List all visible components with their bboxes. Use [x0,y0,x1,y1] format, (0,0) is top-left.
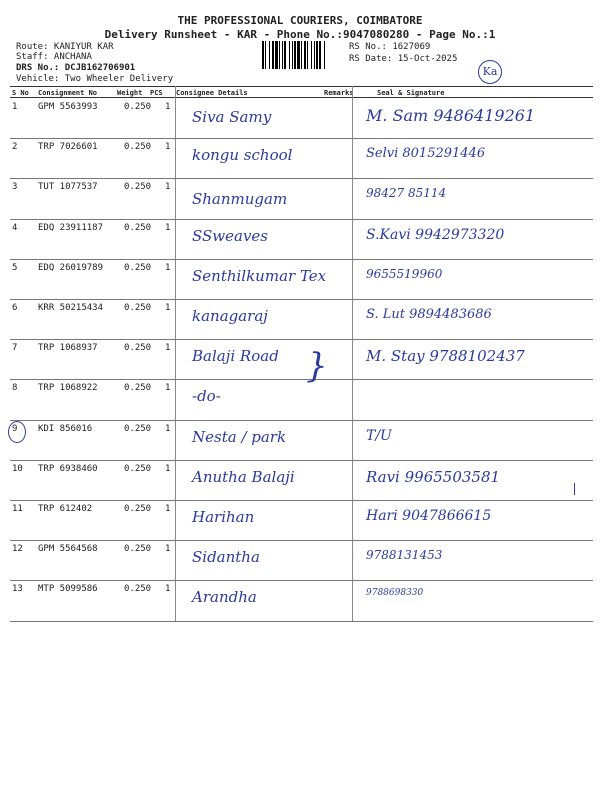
row-sno: 3 [12,182,18,193]
barcode-bar [265,41,266,69]
row-consignee-handwritten: Senthilkumar Tex [192,266,327,285]
barcode-bar [314,41,315,69]
row-sno: 4 [12,222,18,233]
rs-date: RS Date: 15-Oct-2025 [349,54,458,64]
row-signature: 9788131453 [366,548,443,563]
col-remarks: Remarks [324,89,354,97]
row-weight: 0.250 [124,423,152,434]
barcode-image [262,41,344,69]
row-signature: S.Kavi 9942973320 [366,226,505,243]
row-sno: 12 [12,544,23,555]
row-signature: M. Sam 9486419261 [366,106,536,125]
row-consignee-handwritten: -do- [192,387,221,406]
row-weight: 0.250 [124,142,152,153]
row-weight: 0.250 [124,463,152,474]
row-pcs: 1 [165,423,171,434]
row-consignment-no: KDI 856016 [38,423,93,434]
staff-text: Staff: ANCHANA [16,52,92,62]
row-signature: M. Stay 9788102437 [366,347,525,366]
row-consignment-no: KRR 50215434 [38,303,104,313]
row-sno: 10 [12,463,23,474]
circled-mark: Ka [478,60,502,84]
row-divider [10,621,593,622]
row-consignment-no: TRP 1068922 [38,383,98,394]
company-title: THE PROFESSIONAL COURIERS, COIMBATORE [177,14,423,27]
row-pcs: 1 [165,222,171,233]
table-header-rule [10,97,593,98]
row-weight: 0.250 [124,262,152,273]
row-signature: 9655519960 [366,266,443,281]
row-pcs: 1 [165,504,171,514]
row-pcs: 1 [165,303,171,313]
row-pcs: 1 [165,102,171,112]
barcode-bar [279,41,280,69]
row-signature: Hari 9047866615 [366,508,492,524]
row-weight: 0.250 [124,343,152,354]
row-consignment-no: TRP 6938460 [38,463,98,474]
row-consignee-handwritten: kanagaraj [192,307,268,325]
row-signature: T/U [366,427,392,444]
barcode-bar [319,41,321,69]
row-divider [10,420,593,421]
row-weight: 0.250 [124,383,152,394]
row-divider [10,580,593,581]
barcode-bar [272,41,274,69]
barcode-bar [316,41,318,69]
table-top-rule [10,86,593,87]
barcode-bar [301,41,302,69]
margin-tick [574,483,575,495]
vehicle-text: Vehicle: Two Wheeler Delivery [16,74,174,84]
col-seal: Seal & Signature [377,89,445,97]
row-consignee-handwritten: Balaji Road [192,347,279,366]
row-sno: 8 [12,383,18,394]
barcode-bar [269,41,270,69]
rs-info [349,41,457,65]
row-pcs: 1 [165,584,171,595]
row-divider [10,259,593,260]
row-divider [10,460,593,461]
row-consignee-handwritten: kongu school [192,146,293,165]
rs-number: RS No.: 1627069 [349,42,431,52]
row-weight: 0.250 [124,504,152,514]
row-weight: 0.250 [124,222,152,233]
row-consignment-no: EDQ 26019789 [38,262,104,273]
col-pcs: PCS [150,89,163,97]
barcode-bar [289,41,290,69]
row-sno: 6 [12,303,18,313]
row-consignment-no: TRP 7026601 [38,142,98,153]
row-consignment-no: EDQ 23911187 [38,222,104,233]
row-consignee-handwritten: Anutha Balaji [192,467,295,486]
row-consignment-no: TUT 1077537 [38,182,98,193]
barcode-bar [284,41,286,69]
col-sno: S No [12,89,29,97]
row-consignee-handwritten: Siva Samy [192,108,272,126]
row-pcs: 1 [165,262,171,273]
barcode-bar [297,41,300,69]
row-weight: 0.250 [124,102,152,112]
row-signature: Ravi 9965503581 [366,467,501,486]
row-pcs: 1 [165,343,171,354]
barcode-bar [324,41,325,69]
col-consignee: Consignee Details [176,89,248,97]
row-consignment-no: TRP 612402 [38,504,93,514]
row-consignment-no: GPM 5564568 [38,544,98,555]
row-consignment-no: MTP 5099586 [38,584,98,595]
barcode-bar [311,41,312,69]
barcode-bar [275,41,278,69]
row-divider [10,138,593,139]
barcode-bar [304,41,306,69]
row-consignment-no: TRP 1068937 [38,343,98,354]
row-divider [10,339,593,340]
row-consignee-handwritten: Shanmugam [192,190,288,209]
col-consignment: Consignment No [38,89,98,97]
row-divider [10,540,593,541]
row-consignee-handwritten: Sidantha [192,548,260,567]
col-weight: Weight [117,89,143,97]
row-weight: 0.250 [124,303,152,313]
route-text: Route: KANIYUR KAR [16,42,114,52]
row-sno: 11 [12,504,23,514]
barcode-bar [292,41,293,69]
row-sno: 9 [12,423,18,434]
row-weight: 0.250 [124,544,152,555]
row-sno: 1 [12,102,18,112]
row-sno: 5 [12,262,18,273]
row-divider [10,219,593,220]
row-consignee-handwritten: Arandha [192,588,257,607]
row-divider [10,500,593,501]
row-consignee-handwritten: Nesta / park [192,427,287,446]
row-signature: 9788698330 [366,588,424,599]
row-consignee-handwritten: Harihan [192,508,255,526]
row-sno: 7 [12,343,18,354]
drs-number: DRS No.: DCJB162706901 [16,63,136,73]
barcode-bar [307,41,308,69]
row-signature: 98427 85114 [366,186,447,201]
row-consignment-no: GPM 5563993 [38,102,98,112]
row-divider [10,178,593,179]
row-weight: 0.250 [124,182,152,193]
row-signature: Selvi 8015291446 [366,146,486,162]
barcode-bar [262,41,264,69]
row-sno: 13 [12,584,23,595]
row-pcs: 1 [165,544,171,555]
bracket-mark: } [306,346,328,386]
barcode-bar [282,41,283,69]
row-divider [10,379,593,380]
row-pcs: 1 [165,463,171,474]
row-weight: 0.250 [124,584,152,595]
barcode-bar [294,41,296,69]
row-divider [10,299,593,300]
runsheet-subtitle: Delivery Runsheet - KAR - Phone No.:9047080280 - Page No.:1 [104,28,496,41]
circled-row-nine [8,421,26,443]
row-pcs: 1 [165,182,171,193]
row-pcs: 1 [165,142,171,153]
row-consignee-handwritten: SSweaves [192,226,268,245]
row-sno: 2 [12,142,18,153]
row-pcs: 1 [165,383,171,394]
row-signature: S. Lut 9894483686 [366,307,492,322]
